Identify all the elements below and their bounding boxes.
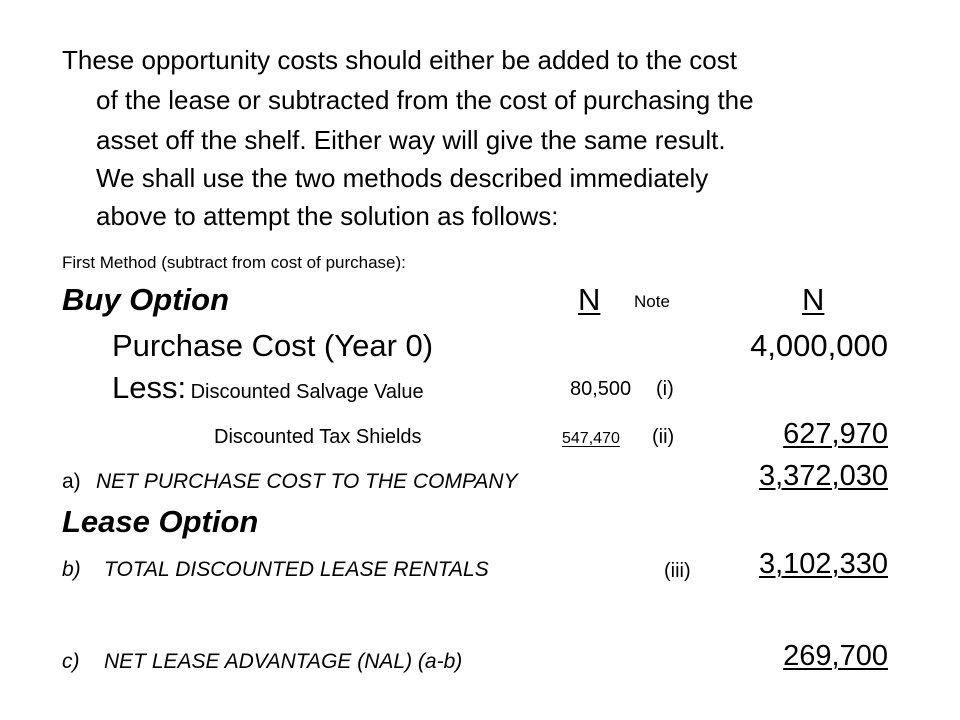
purchase-cost-value: 4,000,000 xyxy=(750,328,888,363)
salvage-row xyxy=(112,370,424,406)
column-header-n-1: N xyxy=(578,282,601,317)
intro-line-2: of the lease or subtracted from the cost of purchasing the xyxy=(96,85,754,115)
intro-line-4: We shall use the two methods described immediately xyxy=(96,163,709,193)
buy-option-heading: Buy Option xyxy=(62,282,230,317)
tax-shields-value: 547,470 xyxy=(562,430,620,447)
salvage-label: Discounted Salvage Value xyxy=(190,381,424,403)
lease-rentals-marker: b) xyxy=(62,558,81,581)
salvage-value: 80,500 xyxy=(570,378,632,400)
intro-line-1: These opportunity costs should either be added to the cost xyxy=(62,45,737,75)
lease-option-heading: Lease Option xyxy=(62,504,259,539)
tax-shields-note: (ii) xyxy=(652,426,675,448)
net-purchase-value: 3,372,030 xyxy=(758,460,888,492)
column-header-n-2: N xyxy=(802,282,825,317)
lease-rentals-value: 3,102,330 xyxy=(758,548,888,580)
tax-shields-label: Discounted Tax Shields xyxy=(214,426,422,448)
nal-label: NET LEASE ADVANTAGE (NAL) (a-b) xyxy=(104,650,463,673)
intro-line-5: above to attempt the solution as follows: xyxy=(96,201,559,231)
lease-rentals-label: TOTAL DISCOUNTED LEASE RENTALS xyxy=(104,558,489,581)
column-header-note: Note xyxy=(634,292,670,311)
intro-line-3: asset off the shelf. Either way will give the same result. xyxy=(96,125,726,155)
method-label: First Method (subtract from cost of purchase): xyxy=(62,253,406,272)
less-prefix: Less: xyxy=(112,370,187,405)
less-total-value: 627,970 xyxy=(783,418,888,450)
salvage-note: (i) xyxy=(656,378,674,400)
net-purchase-label: NET PURCHASE COST TO THE COMPANY xyxy=(96,470,518,493)
purchase-cost-label: Purchase Cost (Year 0) xyxy=(112,328,434,363)
net-purchase-marker: a) xyxy=(62,470,81,493)
nal-marker: c) xyxy=(62,650,80,673)
lease-rentals-note: (iii) xyxy=(664,560,691,582)
nal-value: 269,700 xyxy=(783,640,888,672)
